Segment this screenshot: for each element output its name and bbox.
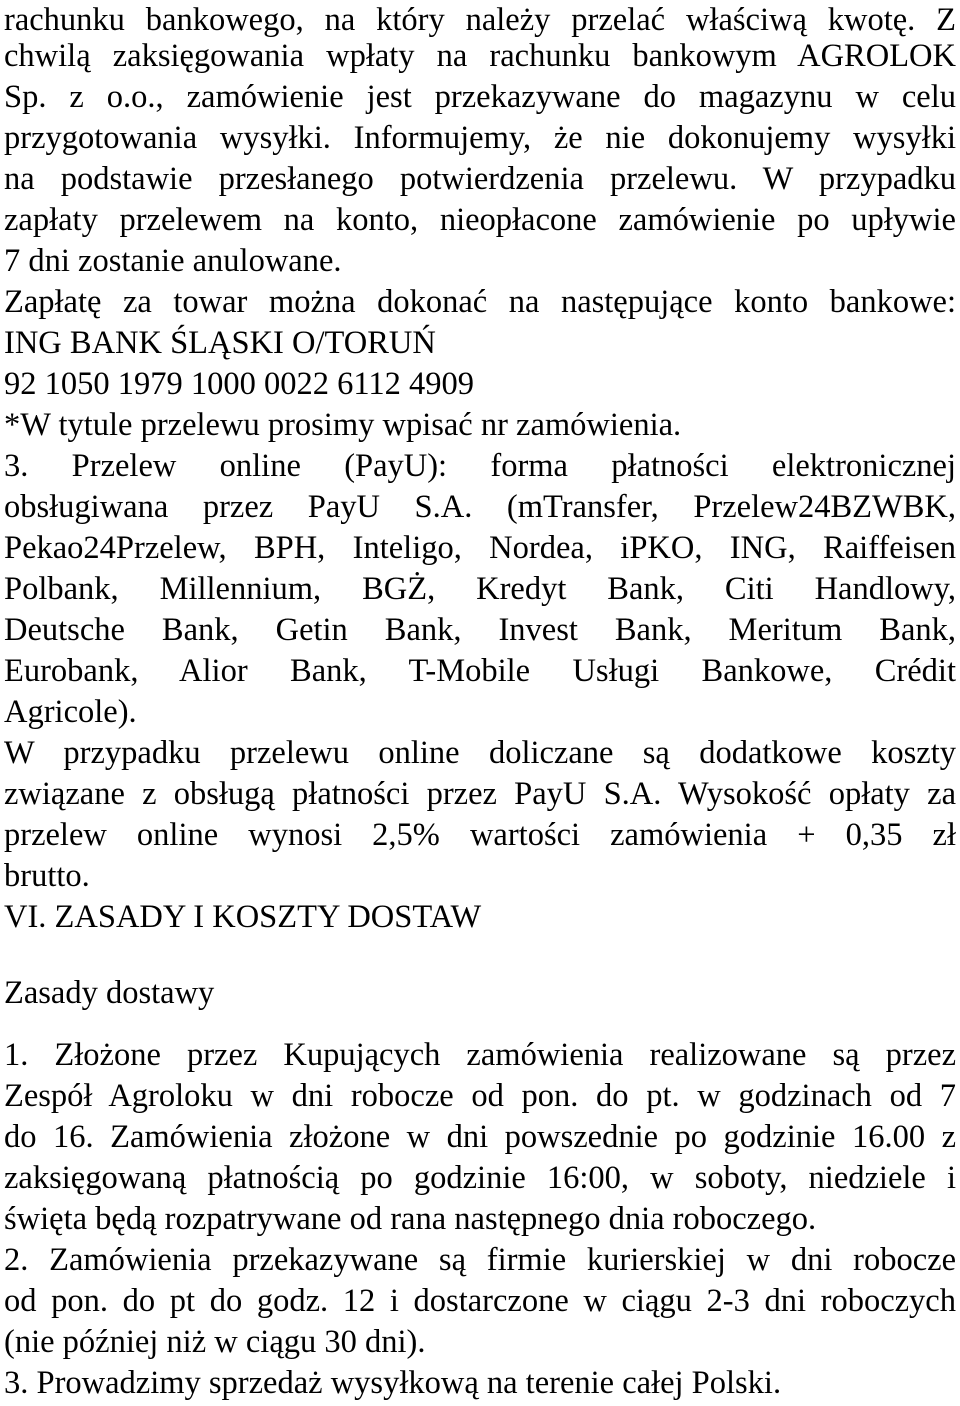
text-line: przelew online wynosi 2,5% wartości zamówienia + 0,35 zł	[4, 817, 956, 853]
text-line: (nie później niż w ciągu 30 dni).	[4, 1324, 426, 1360]
text-line: brutto.	[4, 858, 90, 894]
text-line: od pon. do pt do godz. 12 i dostarczone w ciągu 2-3 dni roboczych	[4, 1283, 956, 1319]
text-line: przygotowania wysyłki. Informujemy, że nie dokonujemy wysyłki	[4, 120, 956, 156]
text-line: Deutsche Bank, Getin Bank, Invest Bank, Meritum Bank,	[4, 612, 956, 648]
text-line: zapłaty przelewem na konto, nieopłacone zamówienie po upływie	[4, 202, 956, 238]
text-line: *W tytule przelewu prosimy wpisać nr zamówienia.	[4, 407, 682, 443]
text-line: 3. Prowadzimy sprzedaż wysyłkową na terenie całej Polski.	[4, 1365, 782, 1401]
text-line: Eurobank, Alior Bank, T-Mobile Usługi Bankowe, Crédit	[4, 653, 956, 689]
text-line: Agricole).	[4, 694, 137, 730]
bank-name: ING BANK ŚLĄSKI O/TORUŃ	[4, 325, 436, 361]
text-line: Zapłatę za towar można dokonać na następujące konto bankowe:	[4, 284, 956, 320]
text-line: W przypadku przelewu online doliczane są dodatkowe koszty	[4, 735, 956, 771]
text-line: 7 dni zostanie anulowane.	[4, 243, 342, 279]
text-line: chwilą zaksięgowania wpłaty na rachunku bankowym AGROLOK	[4, 38, 956, 74]
text-line: związane z obsługą płatności przez PayU S.A. Wysokość opłaty za	[4, 776, 956, 812]
text-line: zaksięgowaną płatnością po godzinie 16:00, w soboty, niedziele i	[4, 1160, 956, 1196]
text-line: Polbank, Millennium, BGŻ, Kredyt Bank, Citi Handlowy,	[4, 571, 956, 607]
section-heading: VI. ZASADY I KOSZTY DOSTAW	[4, 899, 482, 935]
text-line: Zespół Agroloku w dni robocze od pon. do pt. w godzinach od 7	[4, 1078, 956, 1114]
text-line: na podstawie przesłanego potwierdzenia przelewu. W przypadku	[4, 161, 956, 197]
text-line: rachunku bankowego, na który należy przelać właściwą kwotę. Z	[4, 2, 956, 38]
text-line: obsługiwana przez PayU S.A. (mTransfer, Przelew24BZWBK,	[4, 489, 956, 525]
bank-account-number: 92 1050 1979 1000 0022 6112 4909	[4, 366, 475, 402]
text-line: święta będą rozpatrywane od rana następnego dnia roboczego.	[4, 1201, 817, 1237]
text-line: 1. Złożone przez Kupujących zamówienia realizowane są przez	[4, 1037, 956, 1073]
text-line: Sp. z o.o., zamówienie jest przekazywane do magazynu w celu	[4, 79, 956, 115]
text-line: Pekao24Przelew, BPH, Inteligo, Nordea, iPKO, ING, Raiffeisen	[4, 530, 956, 566]
text-line: do 16. Zamówienia złożone w dni powszednie po godzinie 16.00 z	[4, 1119, 956, 1155]
text-line: 2. Zamówienia przekazywane są firmie kurierskiej w dni robocze	[4, 1242, 956, 1278]
subsection-heading: Zasady dostawy	[4, 975, 215, 1011]
text-line: 3. Przelew online (PayU): forma płatności elektronicznej	[4, 448, 956, 484]
